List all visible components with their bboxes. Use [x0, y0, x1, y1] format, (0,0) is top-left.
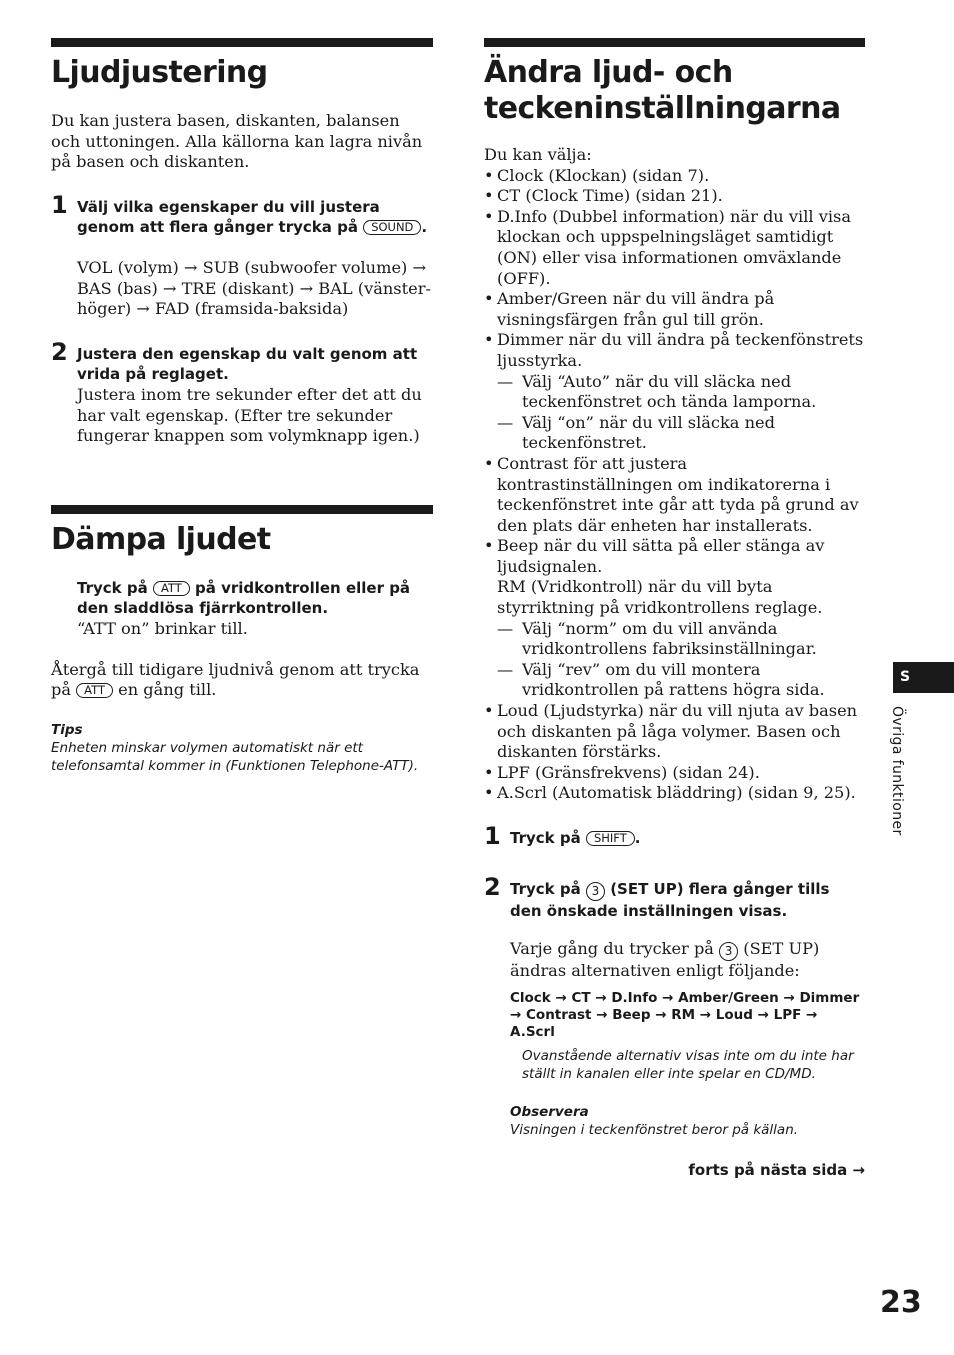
continued-label: forts på nästa sida → [688, 1160, 865, 1179]
sub-item: — Välj “rev” om du vill montera vridkontrollen på rattens högra sida. [497, 659, 825, 700]
step-text: (SET UP) flera gånger tills den önskade inställningen visas. [510, 879, 830, 920]
sequence-note: Ovanstående alternativ visas inte om du inte har ställt in kanalen eller inte spelar en CD/MD. [522, 1047, 854, 1082]
page-number: 23 [880, 1285, 922, 1320]
list-item: • Dimmer när du vill ändra på teckenfönstrets ljusstyrka. [484, 330, 865, 371]
options-intro: Du kan välja: [484, 145, 592, 164]
step-2: 2 Tryck på 3 (SET UP) flera gånger tills den önskade inställningen visas. Varje gång du trycker på 3 (SET UP) ändras alternativen enligt följande: Clock → CT → D.Info → Amber/Green → Dimmer → Contrast → Beep → RM → Loud → LPF → A.Scrl Ovanstående alternativ visas inte om du inte har ställt in kanalen eller inte spelar en CD/MD. Observera Visningen i teckenfönstret beror på källan. [484, 879, 865, 1139]
return-post: en gång till. [118, 680, 217, 700]
section-title-andra-ljud: Ändra ljud- och teckeninställningarna [484, 55, 841, 126]
return-pre: Återgå till tidigare ljudnivå genom att trycka på [51, 659, 420, 700]
att-blinks: “ATT on” brinkar till. [77, 618, 248, 638]
section-title-ljudjustering: Ljudjustering [51, 55, 268, 90]
sub-item: — Välj “on” när du vill släcka ned teckenfönstret. [497, 412, 775, 453]
options-list [484, 166, 865, 372]
sub-item: — Välj “Auto” när du vill släcka ned teckenfönstret och tända lamporna. [497, 371, 817, 412]
step-1 [51, 190, 433, 320]
section-rule [51, 38, 433, 47]
section-rule [51, 505, 433, 514]
list-item: • D.Info (Dubbel information) när du vill visa klockan och uppspelningsläget samtidigt (ON) eller visa informationen omväxlande (OFF). [484, 207, 865, 289]
options-list [484, 701, 865, 804]
sound-key: SOUND [363, 220, 421, 235]
list-item: • Amber/Green när du vill ändra på visningsfärgen från gul till grön. [484, 289, 865, 330]
step-text: Justera den egenskap du valt genom att vrida på reglaget. [77, 344, 418, 384]
section-title-dampa-ljudet: Dämpa ljudet [51, 521, 271, 557]
sub-item: — Välj “norm” om du vill använda vridkontrollens fabriksinställningar. [497, 618, 817, 659]
options-block [484, 145, 865, 804]
section-rule [484, 38, 865, 47]
shift-key: SHIFT [586, 831, 635, 846]
tips-text: Enheten minskar volymen automatiskt när ett telefonsamtal kommer in (Funktionen Telephone-ATT). [51, 739, 419, 774]
list-item: • CT (Clock Time) (sidan 21). [484, 186, 865, 207]
each-time-paragraph: Varje gång du trycker på 3 (SET UP) ändras alternativen enligt följande: [510, 939, 820, 981]
step-number: 2 [51, 337, 68, 366]
step-text: Välj vilka egenskaper du vill justera genom att flera gånger trycka på [77, 197, 380, 237]
list-item: • Beep när du vill sätta på eller stänga av ljudsignalen. [484, 536, 865, 577]
list-item: • Loud (Ljudstyrka) när du vill njuta av basen och diskanten på låga volymer. Basen och diskanten förstärks. [484, 701, 865, 763]
return-paragraph [51, 660, 433, 701]
options-list [484, 454, 865, 578]
key-3: 3 [719, 942, 738, 961]
step-number: 1 [51, 190, 68, 219]
att-key: ATT [153, 581, 190, 596]
step-text: Tryck på [510, 829, 581, 847]
tips-title: Tips [51, 721, 83, 738]
list-item: • A.Scrl (Automatisk bläddring) (sidan 9, 25). [484, 783, 865, 804]
left-column [51, 38, 433, 775]
side-tab: S [893, 662, 954, 693]
observe-title: Observera [510, 1103, 589, 1120]
instr-pre: Tryck på [77, 578, 148, 597]
adjust-sequence: VOL (volym) → SUB (subwoofer volume) → BAS (bas) → TRE (diskant) → BAL (vänster-höger) → FAD (framsida-baksida) [77, 257, 431, 319]
att-key: ATT [76, 683, 113, 698]
side-tab-label: Övriga funktioner [889, 706, 905, 836]
step-end: . [421, 218, 428, 237]
step-number: 1 [484, 822, 501, 850]
rm-text: RM (Vridkontroll) när du vill byta styrriktning på vridkontrollens reglage. [497, 577, 823, 618]
list-item: • Contrast för att justera kontrastinställningen om indikatorerna i teckenfönstret inte går att tyda på grund av den plats där enheten har installerats. [484, 454, 865, 536]
att-instruction [51, 578, 433, 640]
list-item: • LPF (Gränsfrekvens) (sidan 24). [484, 763, 865, 784]
instr-post: på vridkontrollen eller på den sladdlösa fjärrkontrollen. [77, 578, 411, 618]
step-1: 1 Tryck på SHIFT . [484, 822, 641, 850]
observe-text: Visningen i teckenfönstret beror på källan. [510, 1121, 799, 1138]
step-2 [51, 337, 433, 447]
step-detail: Justera inom tre sekunder efter det att du har valt egenskap. (Efter tre sekunder fungerar knappen som volymknapp igen.) [77, 384, 422, 446]
settings-sequence: Clock → CT → D.Info → Amber/Green → Dimmer → Contrast → Beep → RM → Loud → LPF → A.Scrl [510, 989, 860, 1040]
intro-paragraph: Du kan justera basen, diskanten, balansen och uttoningen. Alla källorna kan lagra nivån på basen och diskanten. [51, 111, 423, 172]
list-item: • Clock (Klockan) (sidan 7). [484, 166, 865, 187]
step-number: 2 [484, 872, 501, 901]
right-column [484, 38, 865, 1179]
key-3: 3 [586, 882, 605, 901]
